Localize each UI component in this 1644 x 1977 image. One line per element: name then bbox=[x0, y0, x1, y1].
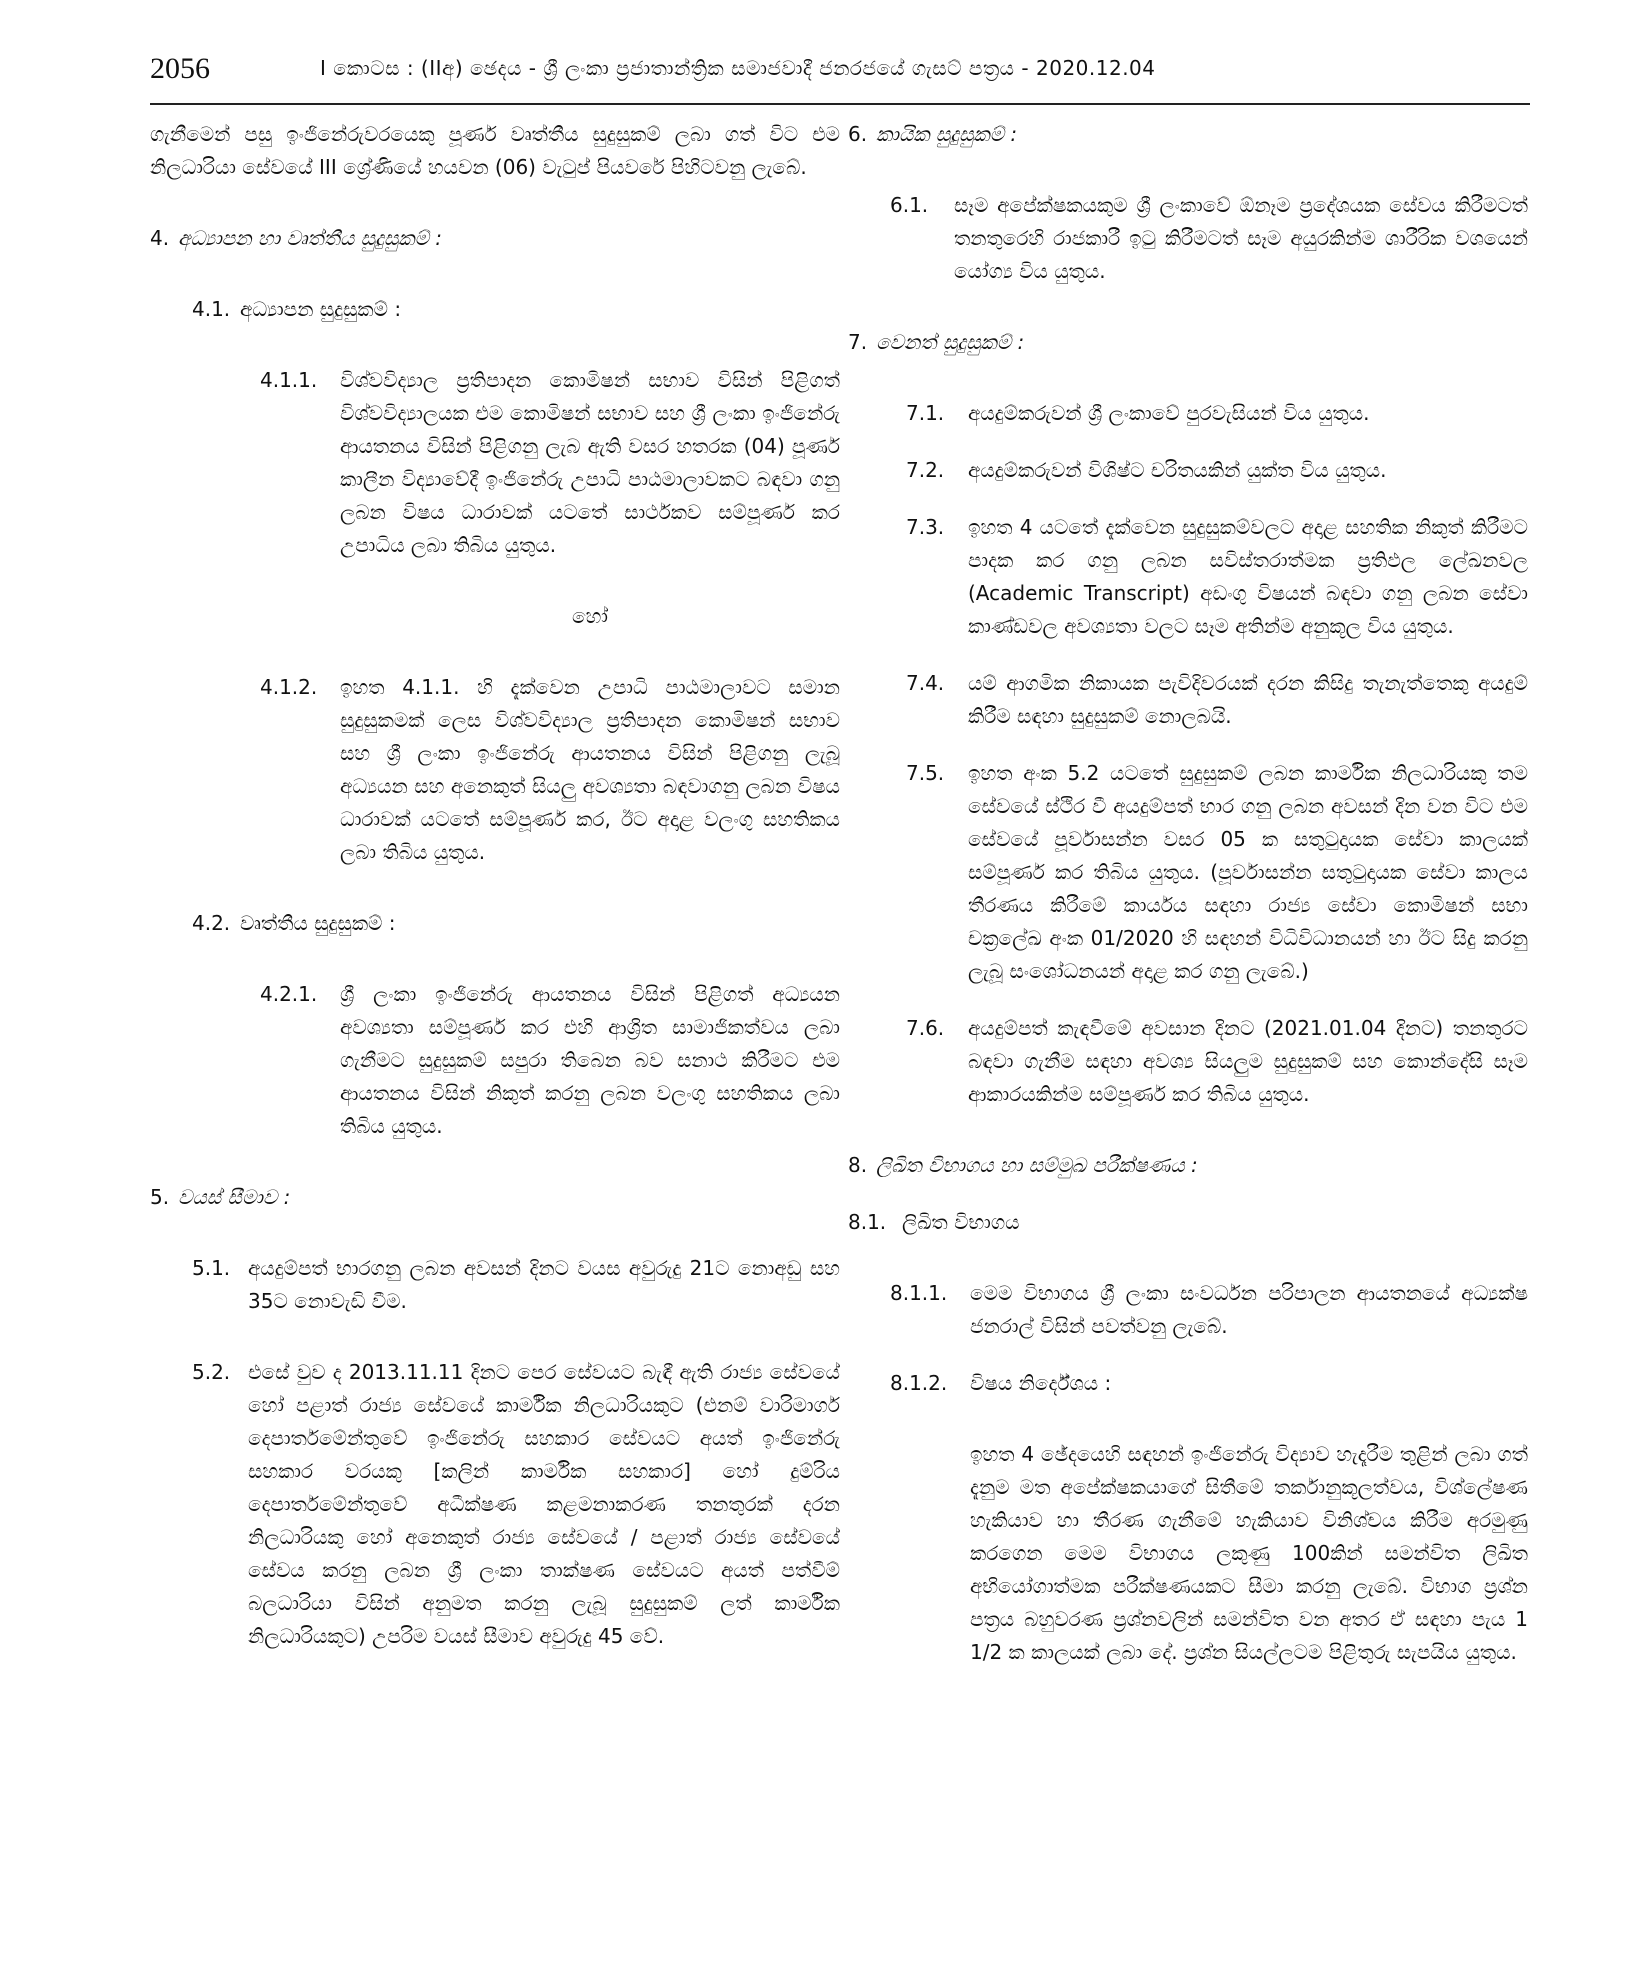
section-7-heading: 7. වෙනත් සුදුසුකම් : bbox=[848, 330, 1025, 354]
clause-7-1: 7.1. අයදුම්කරුවන් ශ්‍රී ලංකාවේ පුරවැසියන් විය යුතුය. bbox=[906, 401, 1370, 425]
clause-4-1-2: 4.1.2. ඉහත 4.1.1. හි දැක්වෙන උපාධි පාඨමාලාවට සමාන සුදුසුකමක් ලෙස විශ්වවිද්‍යාල ප්‍රතිපාදන කොමිෂන් සභාව සහ ශ්‍රී ලංකා ඉංජිනේරු ආයතනය විසින් පිළිගනු ලැබූ අධ්‍යයන සහ අනෙකුත් සියලු අවශ්‍යතා බඳවාගනු ලබන විෂය ධාරාවක් යටතේ සම්පූර්ණ කර, ඊට අදාළ වලංගු සහතිකය ලබා තිබිය යුතුය. bbox=[260, 675, 840, 864]
intro-paragraph: ගැනීමෙන් පසු ඉංජිනේරුවරයෙකු පූර්ණ වෘත්තීය සුදුසුකම් ලබා ගත් විට එම නිලධාරියා සේවයේ III ශ්‍රේණියේ හයවන (06) වැටුප් පියවරේ පිහිටවනු ලැබේ. bbox=[150, 122, 840, 179]
clause-4-2-1: 4.2.1. ශ්‍රී ලංකා ඉංජිනේරු ආයතනය විසින් පිළිගත් අධ්‍යයන අවශ්‍යතා සම්පූර්ණ කර එහි ආශ්‍රිත සාමාජිකත්වය ලබා ගැනීමට සුදුසුකම් සපුරා තිබෙන බව සනාථ කිරීමට එම ආයතනය විසින් නිකුත් කරනු ලබන වලංගු සහතිකය ලබා තිබිය යුතුය. bbox=[260, 982, 840, 1138]
section-4-2-heading: 4.2. වෘත්තීය සුදුසුකම් : bbox=[192, 911, 396, 935]
section-8-heading: 8. ලිඛිත විභාගය හා සම්මුඛ පරීක්ෂණය : bbox=[848, 1153, 1198, 1177]
clause-5-1: 5.1. අයදුම්පත් භාරගනු ලබන අවසන් දිනට වයස අවුරුදු 21ට නොඅඩු සහ 35ට නොවැඩි වීම. bbox=[192, 1256, 840, 1313]
page-number: 2056 bbox=[150, 52, 210, 85]
header-rule bbox=[150, 103, 1530, 105]
left-column bbox=[150, 118, 840, 1653]
clause-8-1-2-heading: 8.1.2. විෂය නිර්දේශය : bbox=[890, 1371, 1112, 1395]
clause-6-1: 6.1. සෑම අපේක්ෂකයකුම ශ්‍රී ලංකාවේ ඕනෑම ප්‍රදේශයක සේවය කිරීමටත් තනතුරෙහි රාජකාරී ඉටු කිරීමටත් සෑම අයුරකින්ම ශාරීරික වශයෙන් යෝග්‍ය විය යුතුය. bbox=[890, 193, 1528, 283]
section-5-heading: 5. වයස් සීමාව : bbox=[150, 1185, 291, 1209]
clause-7-5: 7.5. ඉහත අංක 5.2 යටතේ සුදුසුකම් ලබන කාර්මික නිලධාරියකු තම සේවයේ ස්ථිර වී අයදුම්පත් භාර ගනු ලබන අවසන් දින වන විට එම සේවයේ පූර්වාසන්න වසර 05 ක සතුටුදායක සේවා කාලයක් සම්පූර්ණ කර තිබිය යුතුය. (පූර්වාසන්න සතුටුදායක සේවා කාලය තීරණය කිරීමේ කාර්යය සඳහා රාජ්‍ය සේවා කොමිෂන් සභා චක්‍රලේඛ අංක 01/2020 හි සඳහන් විධිවිධානයන් හා ඊට සිදු කරනු ලැබූ සංශෝධනයන් අදාළ කර ගනු ලැබේ.) bbox=[906, 761, 1528, 983]
section-4-heading: 4. අධ්‍යාපන හා වෘත්තීය සුදුසුකම් : bbox=[150, 226, 443, 250]
clause-7-2: 7.2. අයදුම්කරුවන් විශිෂ්ට චරිතයකින් යුක්ත විය යුතුය. bbox=[906, 458, 1387, 482]
gazette-title: I කොටස : (IIඅ) ඡෙදය - ශ්‍රී ලංකා ප්‍රජාතාන්ත්‍රික සමාජවාදී ජනරජයේ ගැසට් පත්‍රය - 2020.12.04 bbox=[320, 56, 1156, 80]
page-header bbox=[150, 52, 1530, 102]
section-8-1-heading: 8.1. ලිඛිත විභාගය bbox=[848, 1210, 1020, 1234]
clause-5-2: 5.2. එසේ වුව ද 2013.11.11 දිනට පෙර සේවයට බැඳී ඇති රාජ්‍ය සේවයේ හෝ පළාත් රාජ්‍ය සේවයේ කාර්මික නිලධාරියකුට (එනම් වාරිමාර්ග දෙපාර්තමේන්තුවේ ඉංජිනේරු සහකාර සේවයට අයත් ඉංජිනේරු සහකාර වරයකු [කලින් කාර්මික සහකාර] හෝ දුම්රිය දෙපාර්තමේන්තුවේ අධීක්ෂණ කළමනාකරණ තනතුරක් දරන නිලධාරියකු හෝ අනෙකුත් රාජ්‍ය සේවයේ / පළාත් රාජ්‍ය සේවයේ සේවය කරනු ලබන ශ්‍රී ලංකා තාක්ෂණ සේවයට අයත් පත්වීම් බලධාරියා විසින් අනුමත කරනු ලැබූ සුදුසුකම් ලත් කාර්මික නිලධාරියකුට) උපරිම වයස් සීමාව අවුරුදු 45 වේ. bbox=[192, 1360, 840, 1648]
clause-8-1-2-text: ඉහත 4 ඡේදයෙහි සඳහන් ඉංජිනේරු විද්‍යාව හැදෑරීම තුළින් ලබා ගත් දැනුම මත අපේක්ෂකයාගේ සිතීමේ තර්කානුකූලත්වය, විශ්ලේෂණ හැකියාව හා තීරණ ගැනීමේ හැකියාව විනිශ්චය කිරීම අරමුණු කරගෙන මෙම විභාගය ලකුණු 100කින් සමන්විත ලිඛිත අභියෝගාත්මක පරීක්ෂණයකට සීමා කරනු ලැබේ. විභාග ප්‍රශ්න පත්‍රය බහුවරණ ප්‍රශ්නවලින් සමන්විත වන අතර ඒ සඳහා පැය 1 1/2 ක කාලයක් ලබා දේ. ප්‍රශ්න සියල්ලටම පිළිතුරු සැපයිය යුතුය. bbox=[970, 1442, 1528, 1664]
clause-7-4: 7.4. යම් ආගමික නිකායක පැවිදිවරයක් දරන කිසිදු තැනැත්තෙකු අයදුම් කිරීම සඳහා සුදුසුකම් නොලබයි. bbox=[906, 671, 1528, 728]
right-column bbox=[848, 118, 1528, 1669]
or-separator: හෝ bbox=[572, 604, 608, 628]
clause-7-6: 7.6. අයදුම්පත් කැඳවීමේ අවසාන දිනට (2021.01.04 දිනට) තනතුරට බඳවා ගැනීම සඳහා අවශ්‍ය සියලුම සුදුසුකම් සහ කොන්දේසි සෑම ආකාරයකින්ම සම්පූර්ණ කර තිබිය යුතුය. bbox=[906, 1016, 1528, 1106]
section-4-1-heading: 4.1. අධ්‍යාපන සුදුසුකම් : bbox=[192, 297, 402, 321]
clause-4-1-1: 4.1.1. විශ්වවිද්‍යාල ප්‍රතිපාදන කොමිෂන් සභාව විසින් පිළිගත් විශ්වවිද්‍යාලයක එම කොමිෂන් සභාව සහ ශ්‍රී ලංකා ඉංජිනේරු ආයතනය විසින් පිළිගනු ලැබ ඇති වසර හතරක (04) පූර්ණ කාලීන විද්‍යාවේදී ඉංජිනේරු උපාධි පාඨමාලාවකට බඳවා ගනු ලබන විෂය ධාරාවක් යටතේ සාර්ථකව සම්පූර්ණ කර උපාධිය ලබා තිබිය යුතුය. bbox=[260, 368, 840, 557]
clause-8-1-1: 8.1.1. මෙම විභාගය ශ්‍රී ලංකා සංවර්ධන පරිපාලන ආයතනයේ අධ්‍යක්ෂ ජනරාල් විසින් පවත්වනු ලැබේ. bbox=[890, 1281, 1528, 1338]
clause-7-3: 7.3. ඉහත 4 යටතේ දැක්වෙන සුදුසුකම්වලට අදාළ සහතික නිකුත් කිරීමට පාදක කර ගනු ලබන සවිස්තරාත්මක ප්‍රතිඵල ලේඛනවල (Academic Transcript) අඩංගු විෂයන් බඳවා ගනු ලබන සේවා කාණ්ඩවල අවශ්‍යතා වලට සෑම අතින්ම අනුකූල විය යුතුය. bbox=[906, 515, 1528, 638]
section-6-heading: 6. කායික සුදුසුකම් : bbox=[848, 122, 1018, 146]
